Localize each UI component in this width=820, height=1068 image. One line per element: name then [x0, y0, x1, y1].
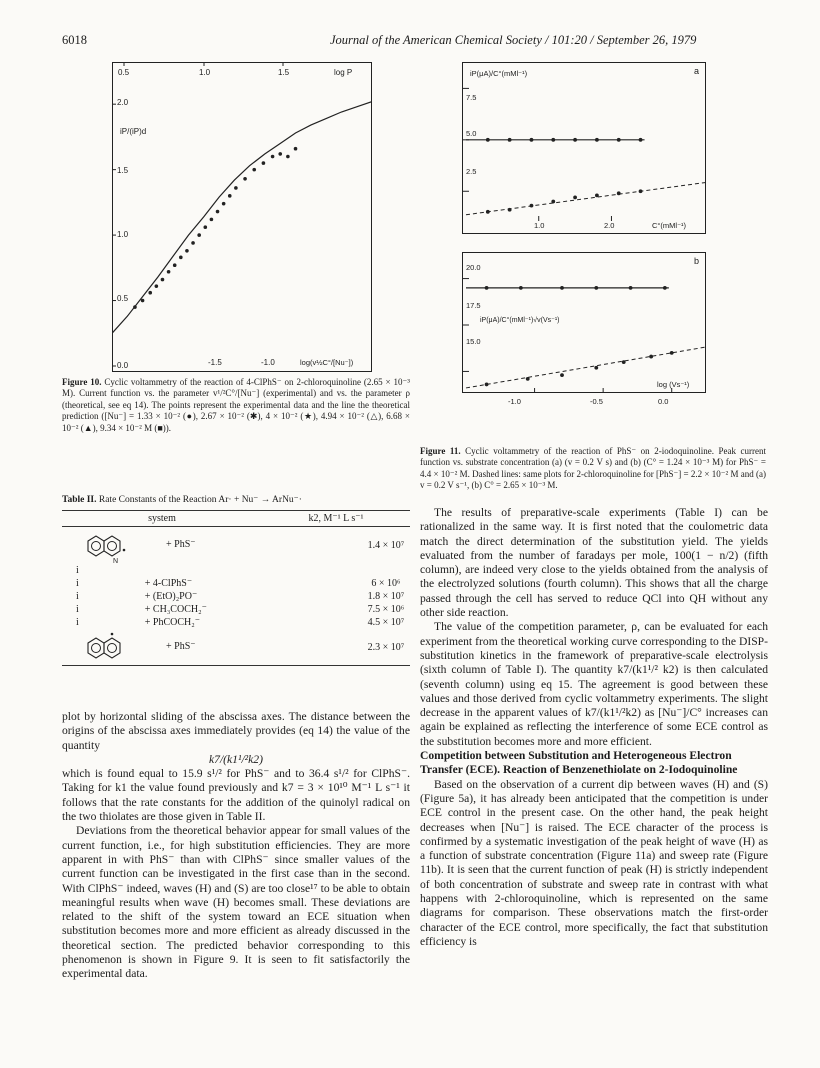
fig11b-y-axis-label: iP(μA)/C°(mMl⁻¹)√v(Vs⁻¹)	[480, 317, 560, 324]
table-2-title-text: Rate Constants of the Reaction Ar· + Nu⁻ → ArNu⁻·	[98, 495, 302, 505]
fig11a-data-point	[573, 196, 577, 200]
fig10-bottom-axis-label: log(v½C°/[Nu⁻])	[300, 358, 354, 367]
fig11b-data-point	[663, 286, 667, 290]
fig11a-data-point	[551, 200, 555, 204]
fig11a-data-point	[486, 210, 490, 214]
fig10-data-point	[243, 177, 247, 181]
table-2-title-label: Table II.	[62, 495, 97, 505]
fig10-data-point	[286, 155, 290, 159]
fig11a-panel-label: a	[694, 66, 700, 76]
table-2-reagent: + 4-ClPhS⁻	[144, 578, 193, 589]
table-row	[62, 590, 410, 603]
fig10-data-point	[167, 270, 171, 274]
fig11a-data-point	[573, 138, 577, 142]
fig10-y-tick: 0.5	[117, 294, 129, 303]
page-number: 6018	[62, 33, 87, 47]
fig10-y-tick: 1.5	[117, 166, 129, 175]
figure-11-caption-text: Cyclic voltammetry of the reaction of PhS⁻ on 2-iodoquinoline. Peak current function vs. substrate concentration (a) (v = 0.2 V s) and (b) (C° = 1.24 × 10⁻³ M) for PhS⁻ = 4.4 × 10⁻² M. Dashed lines: same plots for 2-chloroquinoline for [PhS⁻] = 2.2 × 10⁻² M and (a) v = 0.2 V s⁻¹, (b) C° = 2.65 × 10⁻³ M.	[420, 446, 766, 491]
fig11a-plot-area	[462, 88, 706, 221]
svg-text:N: N	[113, 558, 119, 565]
fig10-data-point	[173, 263, 177, 267]
table-2-reagent: + PhS⁻	[166, 641, 196, 652]
fig11a-data-point	[530, 204, 534, 208]
fig10-top-tick: 0.5	[118, 68, 130, 77]
fig11a-data-point	[551, 138, 555, 142]
fig10-data-point	[271, 155, 275, 159]
fig11b-data-point	[649, 355, 653, 359]
fig11b-data-point	[526, 377, 530, 381]
table-row	[62, 577, 410, 590]
fig11a-y-tick: 2.5	[466, 167, 477, 176]
fig11b-data-point	[594, 286, 598, 290]
fig11b-y-tick: 15.0	[466, 337, 481, 346]
equation: k7/(k1¹/²k2)	[209, 752, 263, 766]
fig11a-data-point	[508, 138, 512, 142]
fig10-data-point	[252, 168, 256, 172]
fig10-data-point	[133, 305, 137, 309]
table-2-k2-value: 2.3 × 10⁷	[262, 629, 410, 666]
fig11a-x-axis-label: C°(mMl⁻¹)	[652, 221, 687, 230]
fig10-data-point	[148, 291, 152, 295]
table-2-marker: i	[76, 564, 79, 576]
quinoline-structure	[78, 531, 136, 565]
fig11a-x-tick: 1.0	[534, 221, 545, 230]
fig11b-plot-area	[462, 279, 706, 393]
fig10-theory-line	[112, 102, 372, 334]
section-heading: Competition between Substitution and Heterogeneous Electron Transfer (ECE). Reaction of Benzenethiolate on 2-Iodoquinoline	[420, 749, 738, 777]
fig10-y-tick: 1.0	[117, 230, 129, 239]
right-column-text	[420, 506, 768, 949]
fig10-data-point	[185, 249, 189, 253]
fig11a-y-tick: 7.5	[466, 93, 477, 102]
figure-11a-frame	[463, 63, 706, 234]
fig11a-x-tick: 2.0	[604, 221, 615, 230]
figure-11b-chart	[462, 252, 706, 430]
table-2-k2-value: 1.4 × 10⁷	[367, 539, 405, 551]
figure-10-chart	[112, 62, 372, 372]
fig10-y-tick: 0.0	[117, 361, 129, 370]
fig11b-x-tick: -1.0	[508, 397, 521, 406]
table-2-title	[62, 494, 302, 505]
fig10-data-point	[203, 225, 207, 229]
journal-header: Journal of the American Chemical Society / 101:20 / September 26, 1979	[330, 33, 697, 47]
fig10-bottom-tick: -1.0	[261, 358, 275, 367]
fig11a-data-point	[508, 208, 512, 212]
fig10-y-tick: 2.0	[117, 98, 129, 107]
fig10-data-point	[234, 186, 238, 190]
table-2-k2-value: 6 × 10⁶	[371, 578, 401, 589]
left-paragraph: plot by horizontal sliding of the abscissa axes. The distance between the origins of the abscissa axes immediately provides (eq 14) the value of the quantity	[62, 710, 410, 752]
fig10-data-point	[161, 278, 165, 282]
fig11a-data-point	[617, 191, 621, 195]
fig11a-data-point	[595, 138, 599, 142]
fig11b-y-tick: 20.0	[466, 263, 481, 272]
fig11a-data-point	[617, 138, 621, 142]
table-2-col-system: system	[62, 511, 262, 527]
table-2-marker: i	[76, 591, 79, 602]
table-row	[62, 603, 410, 616]
fig11a-data-point	[639, 189, 643, 193]
right-paragraph: The results of preparative-scale experiments (Table I) can be rationalized in the same way. It is first noted that the coulometric data match the direct determination of the substitution yield. The yields evaluated from the number of faradays per mole, 100(1 − n/2) (fifth column), are indeed very close to the yields obtained from the analysis of the electrolyzed solutions (fourth column). This shows that all the charge passed through the cell has served to reduce QCl into QH without any other side reaction.	[420, 506, 768, 620]
fig11b-data-point	[560, 373, 564, 377]
fig11a-data-point	[530, 138, 534, 142]
fig10-top-axis-label: log P	[334, 68, 353, 77]
fig10-data-point	[216, 210, 220, 214]
fig10-top-tick: 1.0	[199, 68, 211, 77]
fig10-data-point	[294, 147, 298, 151]
table-2-reagent: + PhCOCH₂⁻	[144, 617, 201, 628]
fig11b-y-tick: 17.5	[466, 301, 481, 310]
fig11b-data-point	[629, 286, 633, 290]
figure-11a-chart	[462, 62, 706, 234]
fig10-y-ticks	[117, 98, 129, 370]
left-paragraph: which is found equal to 15.9 s¹/² for PhS⁻ and to 36.4 s¹/² for ClPhS⁻. Taking for k1 the value found previously and k7 = 3 × 10¹⁰ M⁻¹ L s⁻¹ it follows that the rate constants for the addition of the quinolyl radical on the two thiolates are those given in Table II.	[62, 767, 410, 824]
table-2-reagent: + CH₃COCH₂⁻	[144, 604, 207, 615]
fig10-plot-area	[112, 102, 372, 366]
fig10-top-tick: 1.5	[278, 68, 290, 77]
fig10-data-point	[262, 161, 266, 165]
table-2-k2-value: 1.8 × 10⁷	[367, 591, 405, 602]
fig11b-data-point	[670, 351, 674, 355]
fig11b-x-tick: 0.0	[658, 397, 669, 406]
figure-10-caption-text: Cyclic voltammetry of the reaction of 4-ClPhS⁻ on 2-chloroquinoline (2.65 × 10⁻³ M). Current function vs. the parameter v¹/²C°/[Nu⁻] (experimental) and vs. the parameter ρ (theoretical, see eq 14). The points represent the experimental data and the line the theoretical prediction ([Nu⁻] = 1.33 × 10⁻² (●), 2.67 × 10⁻² (✱), 4 × 10⁻² (★), 4.94 × 10⁻² (△), 6.68 × 10⁻² (▲), 9.34 × 10⁻² M (■)).	[62, 377, 410, 433]
fig10-data-point	[210, 218, 214, 222]
naphthyl-structure	[78, 631, 136, 665]
fig11b-data-point	[519, 286, 523, 290]
table-2-reagent: + (EtO)₂PO⁻	[144, 591, 198, 602]
fig10-data-point	[155, 284, 159, 288]
left-paragraph: Deviations from the theoretical behavior appear for small values of the current function, i.e., for high substitution efficiencies. They are more apparent in with PhS⁻ than with ClPhS⁻ since smaller values of the current function can be investigated in the first case than in the second. With ClPhS⁻ indeed, waves (H) and (S) are too close¹⁷ to be able to obtain meaningful results when wave (H) becomes small. These deviations are related to the shift of the system toward an ECE situation when substitution becomes more and more efficient as already discussed in the theoretical section. The predicted behavior corresponding to this phenomenon is shown in Figure 9. It is seen to fit satisfactorily the experimental data.	[62, 824, 410, 981]
fig11a-y-axis-label: iP(μA)/C°(mMl⁻¹)	[470, 69, 528, 78]
fig11b-data-point	[485, 383, 489, 387]
right-paragraph: Based on the observation of a current dip between waves (H) and (S) (Figure 5a), it has already been anticipated that the competition is under ECE control in the present case. On the other hand, the peak height decreases when [Nu⁻] is raised. The ECE character of the process is confirmed by a systematic investigation of the peak height of wave (H) as a function of substrate concentration (Figure 11a) and sweep rate (Figure 11b). It is seen that the current function of peak (H) is strictly independent of both concentration of substrate and sweep rate in contrast with what happens with 2-chloroquinoline, which is represented on the same diagrams for comparison. These observations match the first-order character of the ECE control, more specifically, the fact that substitution efficiency is	[420, 777, 768, 948]
table-2-k2-value: 7.5 × 10⁶	[367, 604, 405, 615]
table-row	[62, 629, 410, 666]
fig10-bottom-tick: -1.5	[208, 358, 222, 367]
fig10-data-point	[141, 299, 145, 303]
fig10-data-point	[228, 194, 232, 198]
fig11a-series-dashed-line	[466, 182, 706, 214]
fig11a-data-point	[486, 138, 490, 142]
right-paragraph: The value of the competition parameter, ρ, can be evaluated for each experiment from the theoretical working curve corresponding to the DISP-substitution kinetics in the framework of preparative-scale electrolysis (sixth column of Table I). The quantity k7/(k1¹/² k2) is then calculated (seventh column) using eq 15. The agreement is good between these values and those derived from cyclic voltammetry experiments. The slight decrease in the apparent values of k7/(k1¹/²k2) as [Nu⁻]/C° increases can again be explained as reflecting the interference of some ECE control as the substitution becomes more and more efficient.	[420, 620, 768, 748]
fig11b-x-axis-label: log (Vs⁻¹)	[657, 380, 690, 389]
table-2-k2-value: 4.5 × 10⁷	[367, 617, 405, 628]
table-2-marker: i	[76, 578, 79, 589]
table-row	[62, 527, 410, 564]
fig10-data-point	[222, 202, 226, 206]
fig10-y-axis-label: iP/(iP)d	[120, 127, 147, 136]
fig11b-panel-label: b	[694, 256, 700, 266]
figure-10-caption-label: Figure 10.	[62, 377, 102, 387]
fig11b-data-point	[485, 286, 489, 290]
table-2-marker: i	[76, 604, 79, 615]
fig11b-data-point	[594, 366, 598, 370]
fig11b-x-tick: -0.5	[590, 397, 603, 406]
table-2-marker: i	[76, 617, 79, 628]
fig10-top-ticks	[118, 62, 290, 77]
fig11a-data-point	[639, 138, 643, 142]
table-2-col-k2: k2, M⁻¹ L s⁻¹	[262, 511, 410, 527]
fig11b-data-point	[622, 360, 626, 364]
figure-10-frame	[113, 63, 372, 372]
table-2-reagent: + PhS⁻	[166, 539, 196, 550]
fig11a-y-tick: 5.0	[466, 129, 477, 138]
fig10-data-point	[278, 152, 282, 156]
figure-11-caption-label: Figure 11.	[420, 446, 461, 456]
fig11a-data-point	[595, 193, 599, 197]
fig10-bottom-ticks	[208, 358, 275, 367]
table-2	[62, 510, 410, 666]
fig10-data-point	[179, 256, 183, 260]
figure-11-caption	[420, 446, 766, 492]
table-row	[62, 616, 410, 629]
figure-10-caption	[62, 377, 410, 434]
fig10-data-point	[191, 241, 195, 245]
fig11b-data-point	[560, 286, 564, 290]
left-column-text	[62, 710, 410, 982]
fig10-data-point	[197, 233, 201, 237]
